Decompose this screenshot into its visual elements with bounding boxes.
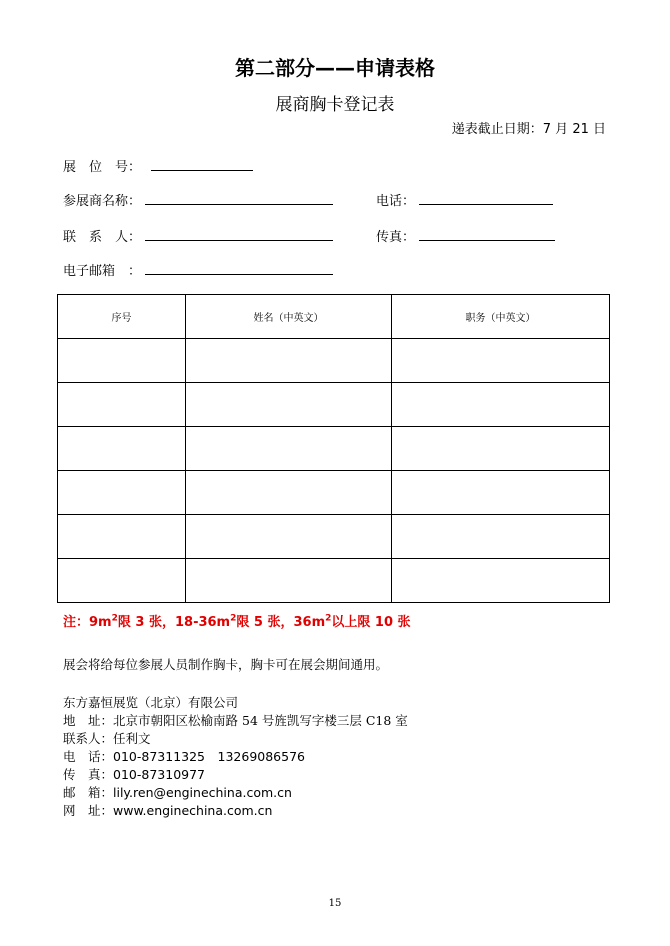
deadline (452, 118, 606, 137)
email-field (63, 260, 333, 279)
fax-label: 传真： (376, 230, 416, 245)
phone-label: 电话： (376, 194, 416, 209)
cell-name[interactable] (186, 515, 392, 559)
table-row (58, 427, 610, 471)
cell-name[interactable] (186, 339, 392, 383)
exhibitor-name-input[interactable] (145, 192, 333, 205)
fax-input[interactable] (419, 228, 555, 241)
address-value: 北京市朝阳区松榆南路 54 号旌凯写字楼三层 C18 室 (113, 713, 408, 728)
web-value: www.enginechina.com.cn (113, 803, 273, 818)
email-line-label: 邮 箱： (63, 785, 114, 800)
table-row (58, 515, 610, 559)
header-name: 姓名（中英文） (186, 295, 392, 339)
fax-field (376, 226, 555, 245)
table-row (58, 383, 610, 427)
page-title: 第二部分——申请表格 (235, 56, 435, 80)
booth-number-input[interactable] (151, 158, 253, 171)
deadline-day: 21 (572, 122, 589, 137)
note-part-4: 以上限 10 张 (331, 615, 411, 630)
address-line (63, 712, 408, 730)
address-label: 地 址： (63, 713, 114, 728)
note-sup-2: 2 (230, 613, 237, 624)
cell-name[interactable] (186, 471, 392, 515)
note-part-3: 限 5 张，36m (236, 615, 326, 630)
header-title: 职务（中英文） (392, 295, 610, 339)
email-value: lily.ren@enginechina.com.cn (113, 785, 292, 800)
company-name: 东方嘉恒展览（北京）有限公司 (63, 695, 239, 710)
cell-title[interactable] (392, 383, 610, 427)
cell-serial[interactable] (58, 471, 186, 515)
fax-line-label: 传 真： (63, 767, 114, 782)
phone-line-label: 电 话： (63, 749, 114, 764)
email-line (63, 784, 292, 802)
cell-title[interactable] (392, 427, 610, 471)
table-row (58, 559, 610, 603)
phone-line (63, 748, 305, 766)
person-value: 任利文 (113, 731, 151, 746)
note-sup-1: 2 (111, 613, 118, 624)
booth-number-field (63, 156, 253, 175)
exhibitor-name-field (63, 190, 333, 209)
phone-field (376, 190, 553, 209)
header-serial: 序号 (58, 295, 186, 339)
cell-name[interactable] (186, 427, 392, 471)
deadline-day-unit: 日 (588, 122, 606, 137)
cell-title[interactable] (392, 471, 610, 515)
note-part-2: 限 3 张，18-36m (117, 615, 231, 630)
email-input[interactable] (145, 262, 333, 275)
badge-paragraph: 展会将给每位参展人员制作胸卡，胸卡可在展会期间通用。 (63, 657, 389, 672)
phone-value: 010-87311325 13269086576 (113, 749, 305, 764)
cell-serial[interactable] (58, 383, 186, 427)
cell-title[interactable] (392, 515, 610, 559)
email-label: 电子邮箱 ： (63, 264, 142, 279)
quota-note (63, 611, 411, 630)
page-number: 15 (328, 898, 342, 909)
contact-person-field (63, 226, 333, 245)
cell-title[interactable] (392, 559, 610, 603)
web-label: 网 址： (63, 803, 114, 818)
fax-value: 010-87310977 (113, 767, 206, 782)
note-sup-3: 2 (325, 613, 332, 624)
phone-input[interactable] (419, 192, 553, 205)
cell-serial[interactable] (58, 427, 186, 471)
form-title: 展商胸卡登记表 (275, 95, 395, 115)
deadline-label: 递表截止日期： (451, 122, 543, 137)
cell-serial[interactable] (58, 515, 186, 559)
deadline-month: 7 (542, 122, 552, 137)
cell-title[interactable] (392, 339, 610, 383)
person-label: 联系人： (63, 731, 114, 746)
cell-name[interactable] (186, 559, 392, 603)
fax-line (63, 766, 205, 784)
cell-serial[interactable] (58, 339, 186, 383)
table-row (58, 339, 610, 383)
website-line (63, 802, 272, 820)
note-prefix: 注： (63, 615, 90, 630)
contact-person-input[interactable] (145, 228, 333, 241)
table-row (58, 471, 610, 515)
registration-table (57, 294, 610, 603)
table-header-row (58, 295, 610, 339)
note-part-1: 9m (89, 615, 112, 630)
cell-serial[interactable] (58, 559, 186, 603)
deadline-month-unit: 月 (551, 122, 573, 137)
contact-person-line (63, 730, 151, 748)
exhibitor-name-label: 参展商名称： (63, 194, 142, 209)
contact-person-label: 联 系 人： (63, 230, 142, 245)
cell-name[interactable] (186, 383, 392, 427)
booth-number-label: 展 位 号： (63, 160, 142, 175)
